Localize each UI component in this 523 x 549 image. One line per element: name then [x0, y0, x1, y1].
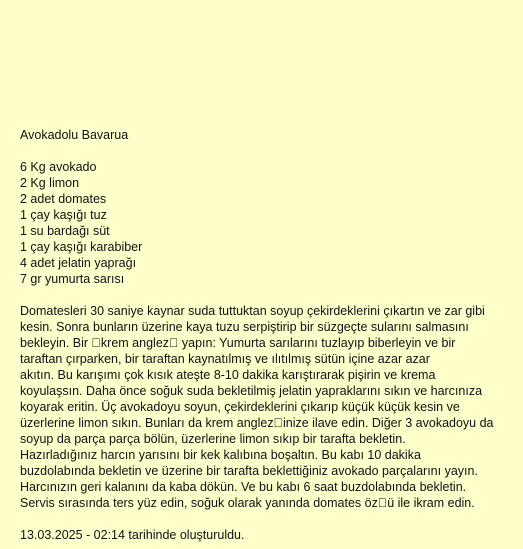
instruction-line: üzerlerine limon sıkın. Bunları da krem anglez inize ilave edin. Diğer 3 avokadoyu da — [20, 416, 494, 430]
recipe-instructions — [20, 303, 515, 511]
created-timestamp: 13.03.2025 - 02:14 tarihinde oluşturuldu. — [20, 528, 245, 542]
recipe-title: Avokadolu Bavarua — [20, 128, 129, 142]
ingredient-item: 7 gr yumurta sarısı — [20, 272, 125, 286]
ingredient-list — [20, 159, 142, 287]
instruction-line: akıtın. Bu karışımı çok kısık ateşte 8-10 dakika karıştırarak pişirin ve krema — [20, 368, 436, 382]
instruction-line: Hazırladığınız harcın yarısını bir kek kalıbına boşaltın. Bu kabı 10 dakika — [20, 448, 421, 462]
instruction-line: taraftan çırparken, bir taraftan kaynatılmış ve ılıtılmış sütün içine azar azar — [20, 352, 430, 366]
instruction-line: buzdolabında bekletin ve üzerine bir tarafta beklettiğiniz avokado parçalarını yayın. — [20, 464, 478, 478]
ingredient-item: 2 adet domates — [20, 192, 107, 206]
ingredient-item: 4 adet jelatin yaprağı — [20, 256, 137, 270]
instruction-line: Servis sırasında ters yüz edin, soğuk olarak yanında domates öz ü ile ikram edin. — [20, 496, 475, 510]
instruction-line: Domatesleri 30 saniye kaynar suda tuttuktan soyup çekirdeklerini çıkartın ve zar gibi — [20, 304, 485, 318]
instruction-line: Harcınızın geri kalanını da kaba dökün. Ve bu kabı 6 saat buzdolabında bekletin. — [20, 480, 467, 494]
ingredient-item: 2 Kg limon — [20, 176, 80, 190]
instruction-line: soyup da parça parça bölün, üzerlerine limon sıkıp bir tarafta bekletin. — [20, 432, 406, 446]
instruction-line: bekleyin. Bir  krem anglez  yapın: Yumurta sarılarını tuzlayıp biberleyin ve bir — [20, 336, 456, 350]
ingredient-item: 1 su bardağı süt — [20, 224, 110, 238]
instruction-line: koyulaşsın. Daha önce soğuk suda bekletilmiş jelatin yapraklarını sıkın ve harcınıza — [20, 384, 483, 398]
ingredient-item: 1 çay kaşığı tuz — [20, 208, 107, 222]
ingredient-item: 1 çay kaşığı karabiber — [20, 240, 143, 254]
instruction-line: kesin. Sonra bunların üzerine kaya tuzu serpiştirip bir süzgeçte sularını salmasını — [20, 320, 469, 334]
instruction-line: koyarak eritin. Üç avokadoyu soyun, çekirdeklerini çıkarıp küçük küçük kesin ve — [20, 400, 460, 414]
ingredient-item: 6 Kg avokado — [20, 160, 97, 174]
